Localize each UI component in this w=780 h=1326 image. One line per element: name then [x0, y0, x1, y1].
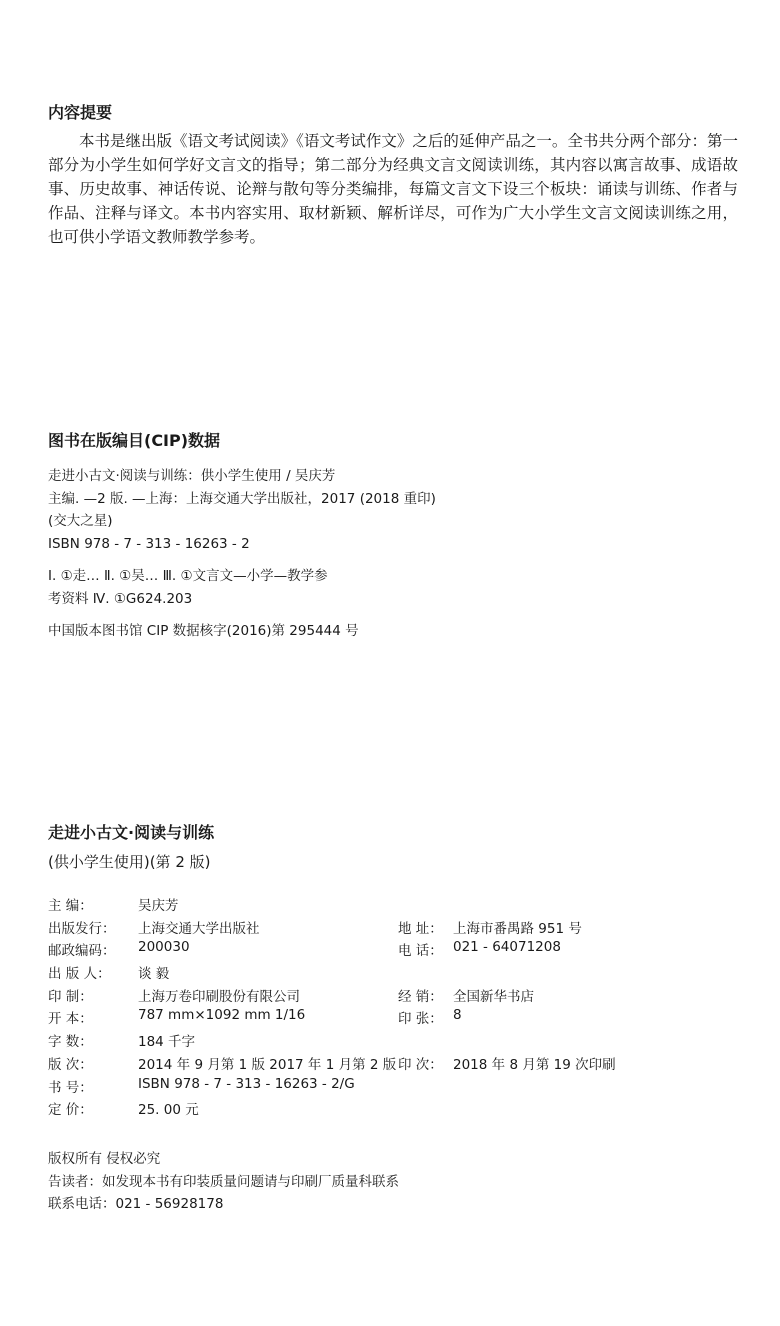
info-value: 上海交通大学出版社 [138, 920, 260, 937]
footer-block [48, 1148, 399, 1216]
info-key: 出版发行： [48, 920, 116, 937]
info-row [48, 1007, 748, 1030]
info-row [48, 985, 748, 1008]
info-key: 版 次： [48, 1056, 93, 1073]
info-value: 上海市番禺路 951 号 [453, 920, 582, 937]
cip-line: 主编. —2 版. —上海：上海交通大学出版社，2017 (2018 重印) [48, 490, 436, 507]
info-value: 2018 年 8 月第 19 次印刷 [453, 1056, 616, 1073]
info-value: 184 千字 [138, 1034, 196, 1051]
cip-heading: 图书在版编目(CIP)数据 [48, 431, 221, 450]
cip-class-line: 考资料 Ⅳ. ①G624.203 [48, 590, 193, 607]
info-row [48, 894, 748, 917]
info-key: 印 次： [398, 1056, 443, 1073]
info-value: 谈 毅 [138, 966, 170, 983]
info-key: 邮政编码： [48, 943, 116, 960]
publication-info [48, 894, 748, 1121]
info-key: 印 制： [48, 988, 93, 1005]
cip-section [48, 428, 436, 643]
info-value: 8 [453, 1007, 462, 1024]
book-title: 走进小古文·阅读与训练 [48, 823, 215, 842]
info-row [48, 917, 748, 940]
info-key: 经 销： [398, 988, 443, 1005]
info-key: 主 编： [48, 898, 93, 914]
summary-paragraph: 本书是继出版《语文考试阅读》《语文考试作文》之后的延伸产品之一。全书共分两个部分：第一部分为小学生如何学好文言文的指导；第二部分为经典文言文阅读训练，其内容以寓言故事、成语故事、历史故事、神话传说、论辩与散句等分类编排，每篇文言文下设三个板块：诵读与训练、作者与作品、注释与译文。本书内容实用、取材新颖、解析详尽，可作为广大小学生文言文阅读训练之用，也可供小学语文教师教学参考。 [48, 132, 738, 246]
info-key: 出 版 人： [48, 966, 111, 983]
info-value: 200030 [138, 939, 190, 956]
info-key: 开 本： [48, 1011, 93, 1028]
info-row [48, 962, 748, 985]
copyright-notice: 版权所有 侵权必究 [48, 1151, 161, 1167]
info-row [48, 1053, 748, 1076]
info-value: 787 mm×1092 mm 1/16 [138, 1007, 306, 1024]
info-key: 定 价： [48, 1102, 93, 1119]
info-row [48, 1076, 748, 1099]
cip-class-line: Ⅰ. ①走… Ⅱ. ①吴… Ⅲ. ①文言文—小学—教学参 [48, 568, 328, 584]
info-value: 上海万卷印刷股份有限公司 [138, 988, 300, 1005]
summary-heading: 内容提要 [48, 103, 113, 122]
info-value: 全国新华书店 [453, 988, 534, 1005]
cip-line: (交大之星) [48, 513, 113, 529]
info-value: 吴庆芳 [138, 898, 179, 914]
cip-record: 中国版本图书馆 CIP 数据核字(2016)第 295444 号 [48, 623, 359, 639]
book-subtitle: (供小学生使用)(第 2 版) [48, 853, 211, 871]
info-key: 字 数： [48, 1034, 93, 1051]
info-key: 书 号： [48, 1079, 93, 1096]
contact-phone: 联系电话：021 - 56928178 [48, 1196, 224, 1212]
info-key: 印 张： [398, 1011, 443, 1028]
book-title-block [48, 820, 214, 872]
info-row [48, 1030, 748, 1053]
info-row [48, 939, 748, 962]
cip-line: 走进小古文·阅读与训练：供小学生使用 / 吴庆芳 [48, 468, 336, 484]
cip-line: ISBN 978 - 7 - 313 - 16263 - 2 [48, 535, 250, 552]
info-key: 地 址： [398, 920, 443, 937]
info-key: 电 话： [398, 943, 443, 960]
content-summary [48, 100, 738, 249]
info-value: 021 - 64071208 [453, 939, 561, 956]
info-value: ISBN 978 - 7 - 313 - 16263 - 2/G [138, 1075, 355, 1092]
info-value: 25. 00 元 [138, 1102, 199, 1119]
reader-notice: 告读者：如发现本书有印装质量问题请与印刷厂质量科联系 [48, 1173, 399, 1190]
info-value: 2014 年 9 月第 1 版 2017 年 1 月第 2 版 [138, 1056, 397, 1073]
info-row [48, 1098, 748, 1121]
